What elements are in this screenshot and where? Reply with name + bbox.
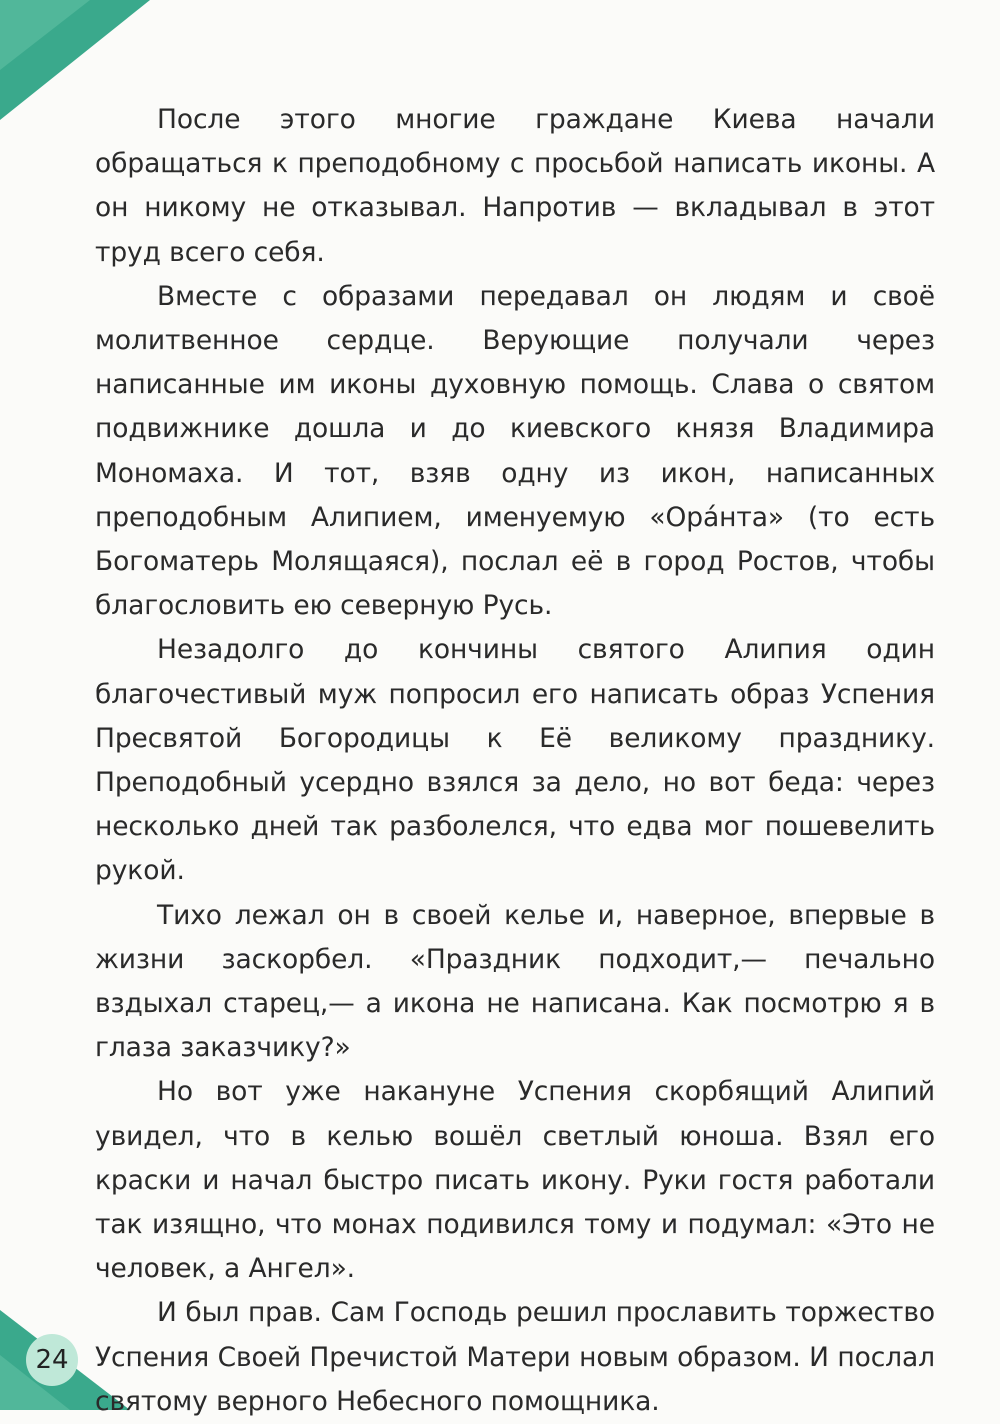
paragraph: После этого многие граждане Киева начали обращаться к преподобному с просьбой написать иконы. А он никому не отказывал. Напротив — вкладывал в этот труд всего себя.: [95, 104, 935, 268]
page-body: [95, 98, 935, 1424]
paragraph: Тихо лежал он в своей келье и, наверное, впервые в жизни заскорбел. «Праздник подходит,— печально вздыхал старец,— а икона не написана. Как посмотрю я в глаза заказчику?»: [95, 899, 935, 1064]
corner-decoration-top-highlight: [0, 0, 90, 70]
paragraph: И был прав. Сам Господь решил прославить торжество Успения Своей Пречистой Матери новым образом. И послал святому верного Небесного помощника.: [95, 1297, 935, 1417]
paragraph: Но вот уже накануне Успения скорбящий Алипий увидел, что в келью вошёл светлый юноша. Взял его краски и начал быстро писать икону. Руки гостя работали так изящно, что монах подивился тому и подумал: «Это не человек, а Ангел».: [95, 1076, 935, 1285]
paragraph: Вместе с образами передавал он людям и своё молитвенное сердце. Верующие получали через написанные им иконы духовную помощь. Слава о святом подвижнике дошла и до киевского князя Владимира Мономаха. И тот, взяв одну из икон, написанных преподобным Алипием, именуемую «Ора́нта» (то есть Богоматерь Молящаяся), послал её в город Ростов, чтобы благословить ею северную Русь.: [95, 280, 935, 622]
page-number: 24: [26, 1334, 78, 1386]
paragraph: Незадолго до кончины святого Алипия один благочестивый муж попросил его написать образ Успения Пресвятой Богородицы к Её великому празднику. Преподобный усердно взялся за дело, но вот беда: через несколько дней так разболелся, что едва мог пошевелить рукой.: [95, 634, 935, 887]
